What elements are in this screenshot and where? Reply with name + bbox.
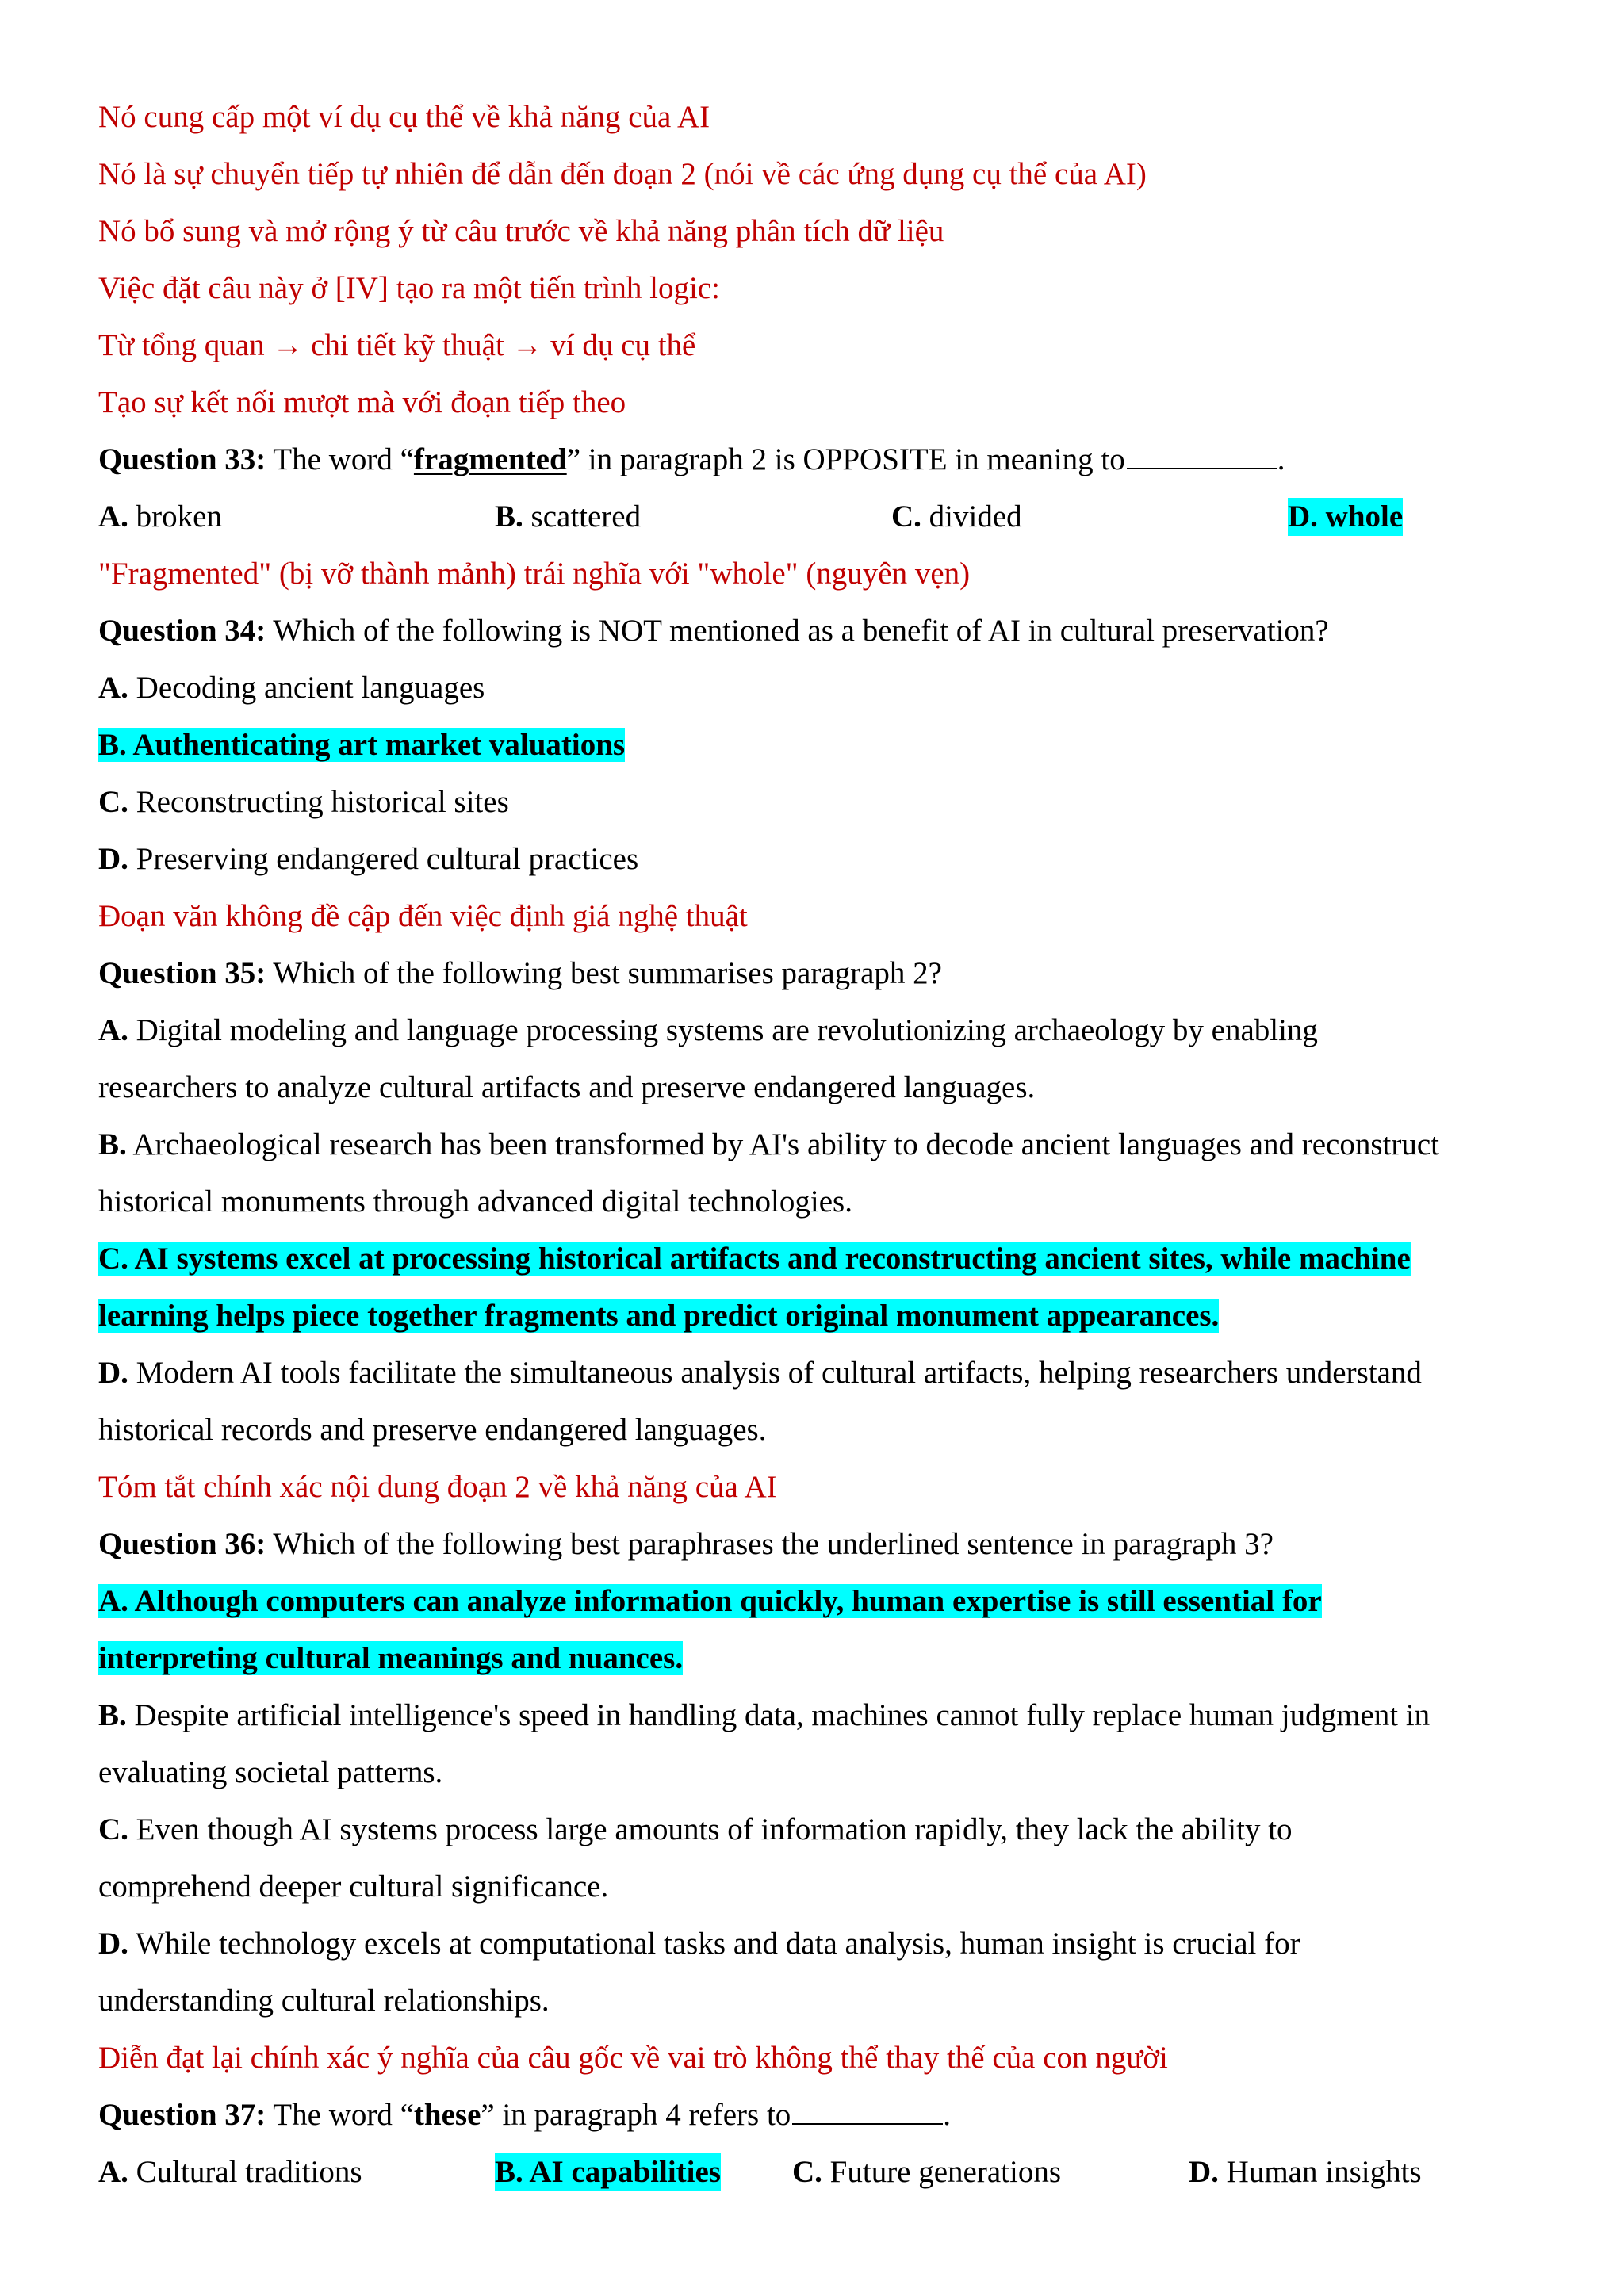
q34-option-c: C. Reconstructing historical sites bbox=[98, 785, 509, 819]
q35-option-a: A. Digital modeling and language processing systems are revolutionizing archaeology by enabling bbox=[98, 1013, 1318, 1047]
q33-option-c: C. divided bbox=[891, 499, 1022, 534]
q34-option-b-correct: B. Authenticating art market valuations bbox=[98, 728, 626, 762]
q35-option-b-cont: historical monuments through advanced digital technologies. bbox=[98, 1184, 852, 1219]
q35-option-a-cont: researchers to analyze cultural artifacts and preserve endangered languages. bbox=[98, 1070, 1036, 1104]
question-35-note: Tóm tắt chính xác nội dung đoạn 2 về khả năng của AI bbox=[98, 1470, 777, 1504]
q34-option-a: A. Decoding ancient languages bbox=[98, 671, 485, 705]
question-37-stem: Question 37: The word “these” in paragraph 4 refers to . bbox=[98, 2098, 952, 2132]
q35-option-b: B. Archaeological research has been transformed by AI's ability to decode ancient languages and reconstruct bbox=[98, 1127, 1439, 1161]
question-33-stem: Question 33: The word “fragmented” in paragraph 2 is OPPOSITE in meaning to . bbox=[98, 442, 1285, 476]
q37-option-a: A. Cultural traditions bbox=[98, 2155, 362, 2189]
question-33-note: "Fragmented" (bị vỡ thành mảnh) trái nghĩa với "whole" (nguyên vẹn) bbox=[98, 557, 971, 591]
question-36-stem: Question 36: Which of the following best paraphrases the underlined sentence in paragraph 3? bbox=[98, 1527, 1274, 1561]
question-36-note: Diễn đạt lại chính xác ý nghĩa của câu gốc về vai trò không thể thay thế của con người bbox=[98, 2041, 1168, 2075]
q36-option-c-cont: comprehend deeper cultural significance. bbox=[98, 1869, 609, 1904]
question-35-stem: Question 35: Which of the following best summarises paragraph 2? bbox=[98, 956, 942, 990]
q36-option-b-cont: evaluating societal patterns. bbox=[98, 1755, 443, 1789]
q36-option-a-correct-cont: interpreting cultural meanings and nuances. bbox=[98, 1641, 684, 1675]
question-34-label: Question 34: bbox=[98, 614, 266, 648]
q35-option-d: D. Modern AI tools facilitate the simultaneous analysis of cultural artifacts, helping researchers understand bbox=[98, 1356, 1422, 1390]
question-35-label: Question 35: bbox=[98, 956, 266, 990]
intro-note-6: Tạo sự kết nối mượt mà với đoạn tiếp theo bbox=[98, 385, 626, 419]
answer-blank bbox=[792, 2096, 943, 2125]
q37-option-c: C. Future generations bbox=[792, 2155, 1062, 2189]
q33-option-b: B. scattered bbox=[495, 499, 642, 534]
question-36-label: Question 36: bbox=[98, 1527, 266, 1561]
question-33-keyword: fragmented bbox=[413, 442, 567, 476]
q36-option-b: B. Despite artificial intelligence's speed in handling data, machines cannot fully replace human judgment in bbox=[98, 1698, 1431, 1732]
question-37-keyword: these bbox=[413, 2098, 481, 2132]
q34-option-d: D. Preserving endangered cultural practices bbox=[98, 842, 639, 876]
q36-option-d: D. While technology excels at computational tasks and data analysis, human insight is crucial for bbox=[98, 1927, 1300, 1961]
intro-note-3: Nó bổ sung và mở rộng ý từ câu trước về khả năng phân tích dữ liệu bbox=[98, 214, 944, 248]
q37-option-b-correct: B. AI capabilities bbox=[495, 2153, 721, 2191]
q35-option-c-correct-cont: learning helps piece together fragments and predict original monument appearances. bbox=[98, 1299, 1220, 1333]
q35-option-d-cont: historical records and preserve endangered languages. bbox=[98, 1413, 767, 1447]
q33-option-a: A. broken bbox=[98, 499, 222, 534]
intro-note-4: Việc đặt câu này ở [IV] tạo ra một tiến trình logic: bbox=[98, 271, 720, 305]
q36-option-d-cont: understanding cultural relationships. bbox=[98, 1984, 550, 2018]
intro-note-2: Nó là sự chuyển tiếp tự nhiên để dẫn đến đoạn 2 (nói về các ứng dụng cụ thể của AI) bbox=[98, 157, 1147, 191]
question-33-label: Question 33: bbox=[98, 442, 266, 476]
q33-option-d-correct: D. whole bbox=[1288, 498, 1403, 536]
intro-note-5: Từ tổng quan → chi tiết kỹ thuật → ví dụ cụ thể bbox=[98, 328, 696, 362]
answer-blank bbox=[1127, 441, 1277, 469]
intro-note-1: Nó cung cấp một ví dụ cụ thể về khả năng của AI bbox=[98, 100, 710, 134]
q35-option-c-correct: C. AI systems excel at processing historical artifacts and reconstructing ancient sites, while machine bbox=[98, 1242, 1411, 1276]
q36-option-c: C. Even though AI systems process large amounts of information rapidly, they lack the ability to bbox=[98, 1812, 1293, 1846]
question-37-label: Question 37: bbox=[98, 2098, 266, 2132]
question-34-stem: Question 34: Which of the following is NOT mentioned as a benefit of AI in cultural preservation? bbox=[98, 614, 1329, 648]
question-34-note: Đoạn văn không đề cập đến việc định giá nghệ thuật bbox=[98, 899, 748, 933]
q36-option-a-correct: A. Although computers can analyze information quickly, human expertise is still essential for bbox=[98, 1584, 1322, 1618]
q37-option-d: D. Human insights bbox=[1189, 2155, 1422, 2189]
